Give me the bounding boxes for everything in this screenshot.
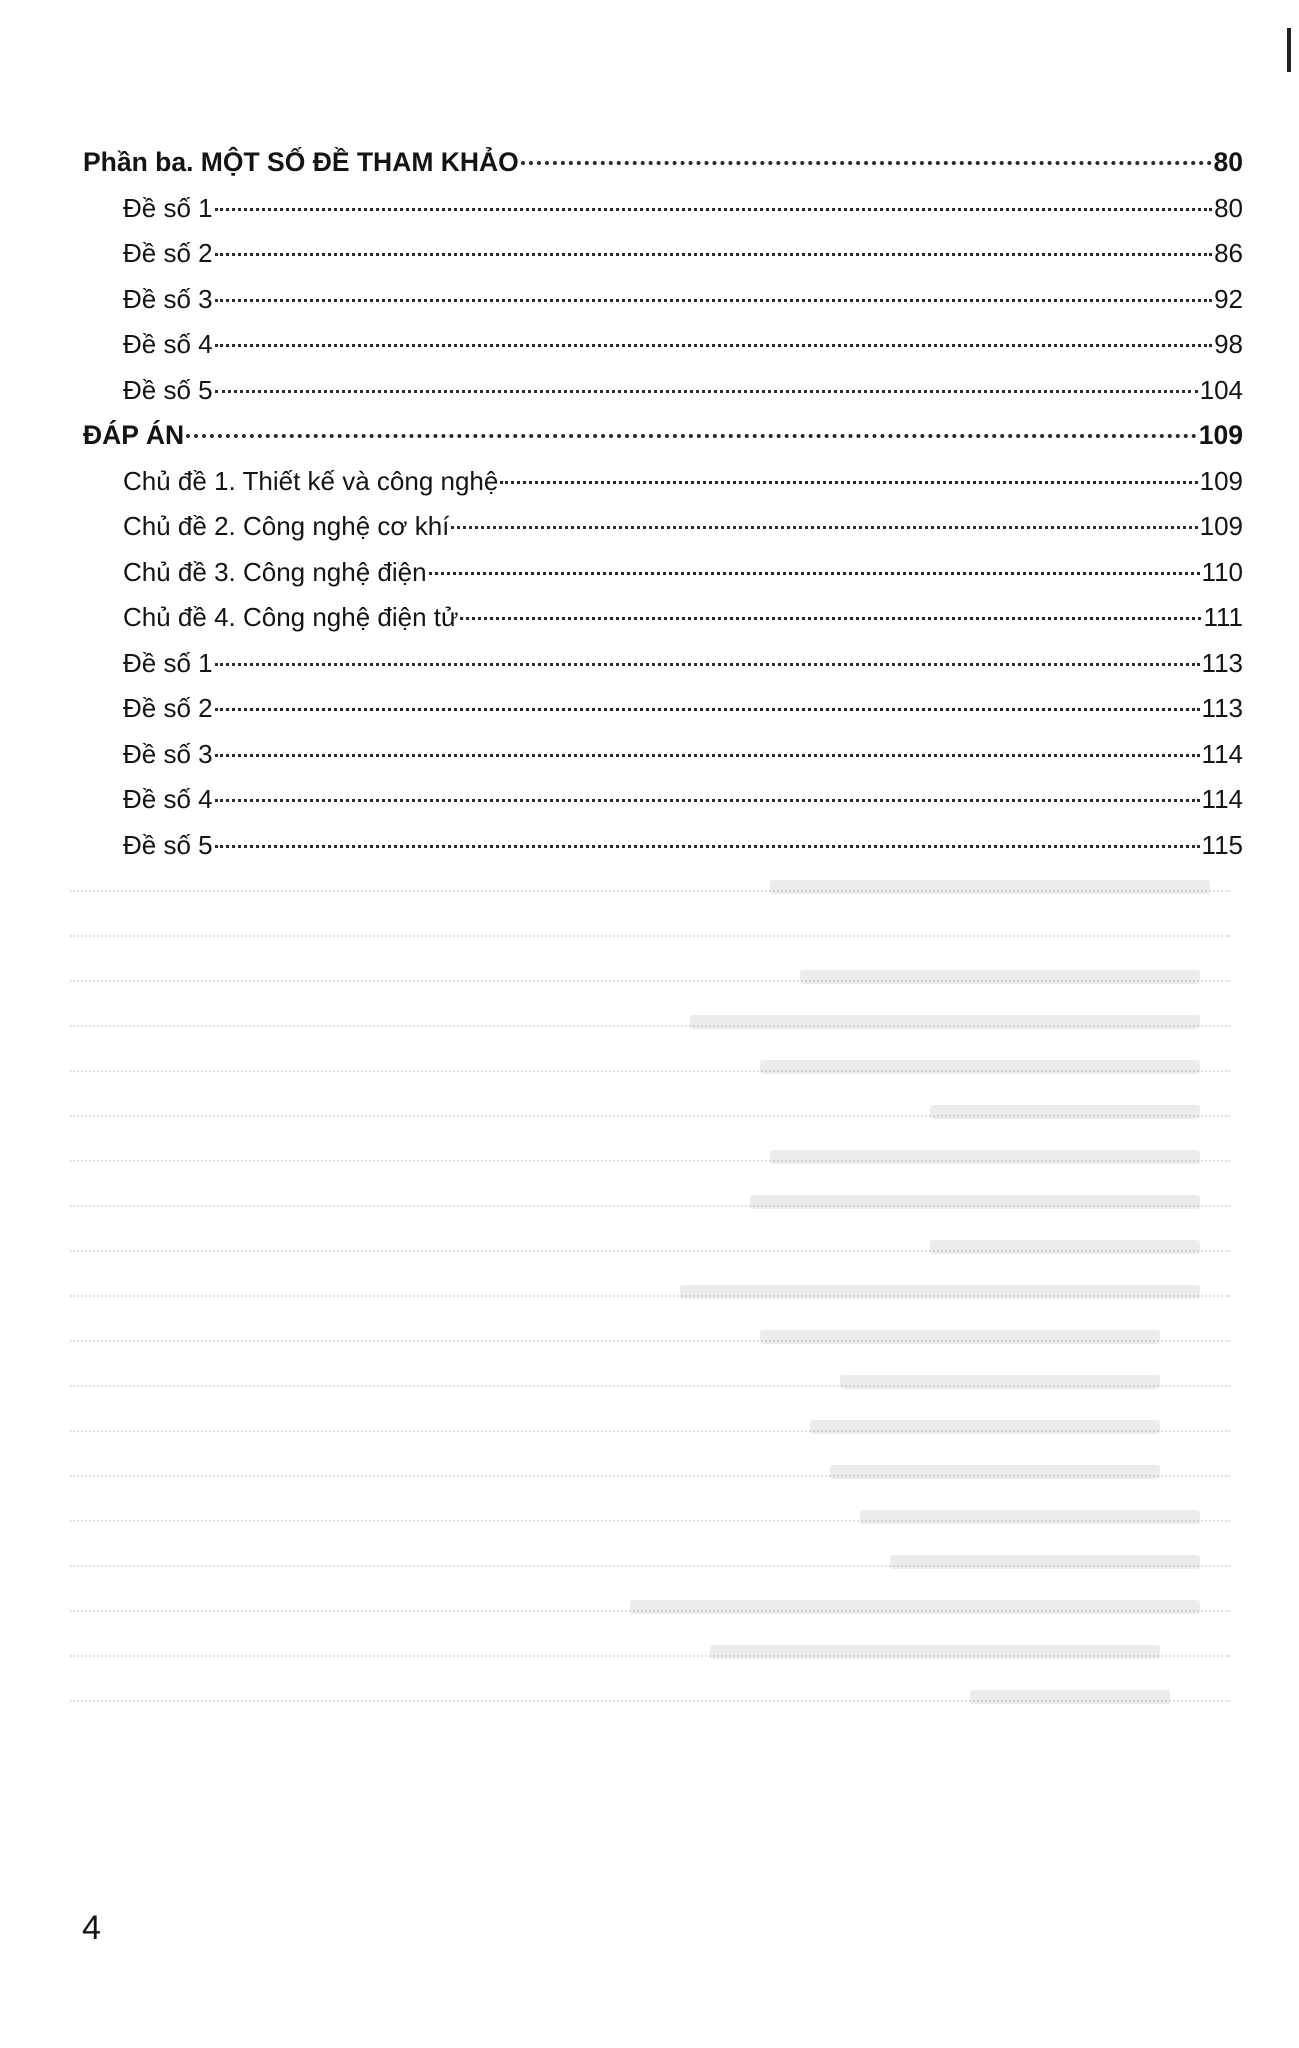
toc-page-number: 86 [1214, 238, 1243, 268]
toc-entry-row[interactable] [83, 641, 1243, 687]
page-number: 4 [82, 1909, 101, 1947]
dot-leader [215, 390, 1198, 393]
dot-leader [460, 617, 1201, 620]
dot-leader [215, 845, 1200, 848]
toc-label: Chủ đề 1. Thiết kế và công nghệ [123, 465, 499, 496]
dot-leader [215, 299, 1212, 302]
dot-leader [215, 208, 1212, 211]
toc-entry-row[interactable] [83, 686, 1243, 732]
dot-leader [215, 253, 1212, 256]
toc-page-number: 115 [1201, 829, 1243, 860]
dot-leader [451, 526, 1197, 529]
toc-entry-row[interactable] [83, 277, 1243, 323]
toc-page-number: 98 [1214, 329, 1243, 359]
toc-page-number: 113 [1201, 647, 1243, 678]
toc-section-row[interactable] [83, 140, 1243, 186]
toc-section-row[interactable] [83, 413, 1243, 459]
toc-label: Phần ba. MỘT SỐ ĐỀ THAM KHẢO [83, 147, 519, 177]
toc-entry-row[interactable] [83, 322, 1243, 368]
toc-page-number: 114 [1201, 784, 1243, 814]
toc-entry-row[interactable] [83, 550, 1243, 596]
toc-label: Đề số 5 [123, 829, 213, 860]
dot-leader [215, 799, 1200, 802]
toc-entry-row[interactable] [83, 368, 1243, 414]
dot-leader [500, 481, 1197, 484]
toc-page-number: 104 [1199, 374, 1243, 405]
toc-label: Đề số 2 [123, 238, 213, 268]
toc-entry-row[interactable] [83, 732, 1243, 778]
dot-leader [215, 754, 1200, 757]
dot-leader [186, 434, 1197, 438]
toc-label: Đề số 4 [123, 784, 213, 814]
toc-label: Đề số 1 [123, 192, 213, 223]
toc-page-number: 113 [1201, 693, 1243, 723]
toc-label: ĐÁP ÁN [83, 420, 185, 450]
toc-page-number: 80 [1214, 192, 1243, 223]
toc-label: Đề số 3 [123, 283, 213, 314]
toc-page-number: 109 [1199, 465, 1243, 496]
toc-entry-row[interactable] [83, 459, 1243, 505]
toc-label: Đề số 4 [123, 329, 213, 359]
toc-entry-row[interactable] [83, 777, 1243, 823]
toc-entry-row[interactable] [83, 231, 1243, 277]
table-of-contents [83, 140, 1243, 868]
page-edge-mark [1287, 28, 1291, 72]
toc-label: Đề số 3 [123, 738, 213, 769]
toc-page-number: 109 [1199, 511, 1243, 541]
dot-leader [521, 161, 1212, 165]
toc-page-number: 92 [1214, 283, 1243, 314]
toc-page-number: 110 [1201, 556, 1243, 587]
dot-leader [215, 708, 1200, 711]
toc-entry-row[interactable] [83, 504, 1243, 550]
toc-label: Đề số 1 [123, 647, 213, 678]
toc-entry-row[interactable] [83, 186, 1243, 232]
toc-label: Chủ đề 3. Công nghệ điện [123, 556, 427, 587]
toc-page-number: 109 [1198, 420, 1243, 450]
toc-page-number: 111 [1203, 602, 1243, 632]
toc-entry-row[interactable] [83, 595, 1243, 641]
toc-page-number: 114 [1201, 738, 1243, 769]
dot-leader [215, 663, 1200, 666]
toc-label: Chủ đề 2. Công nghệ cơ khí [123, 511, 450, 541]
dot-leader [215, 344, 1212, 347]
toc-label: Chủ đề 4. Công nghệ điện tử [123, 602, 459, 632]
toc-entry-row[interactable] [83, 823, 1243, 869]
toc-label: Đề số 5 [123, 374, 213, 405]
dot-leader [429, 572, 1200, 575]
toc-label: Đề số 2 [123, 693, 213, 723]
toc-page-number: 80 [1213, 147, 1243, 177]
